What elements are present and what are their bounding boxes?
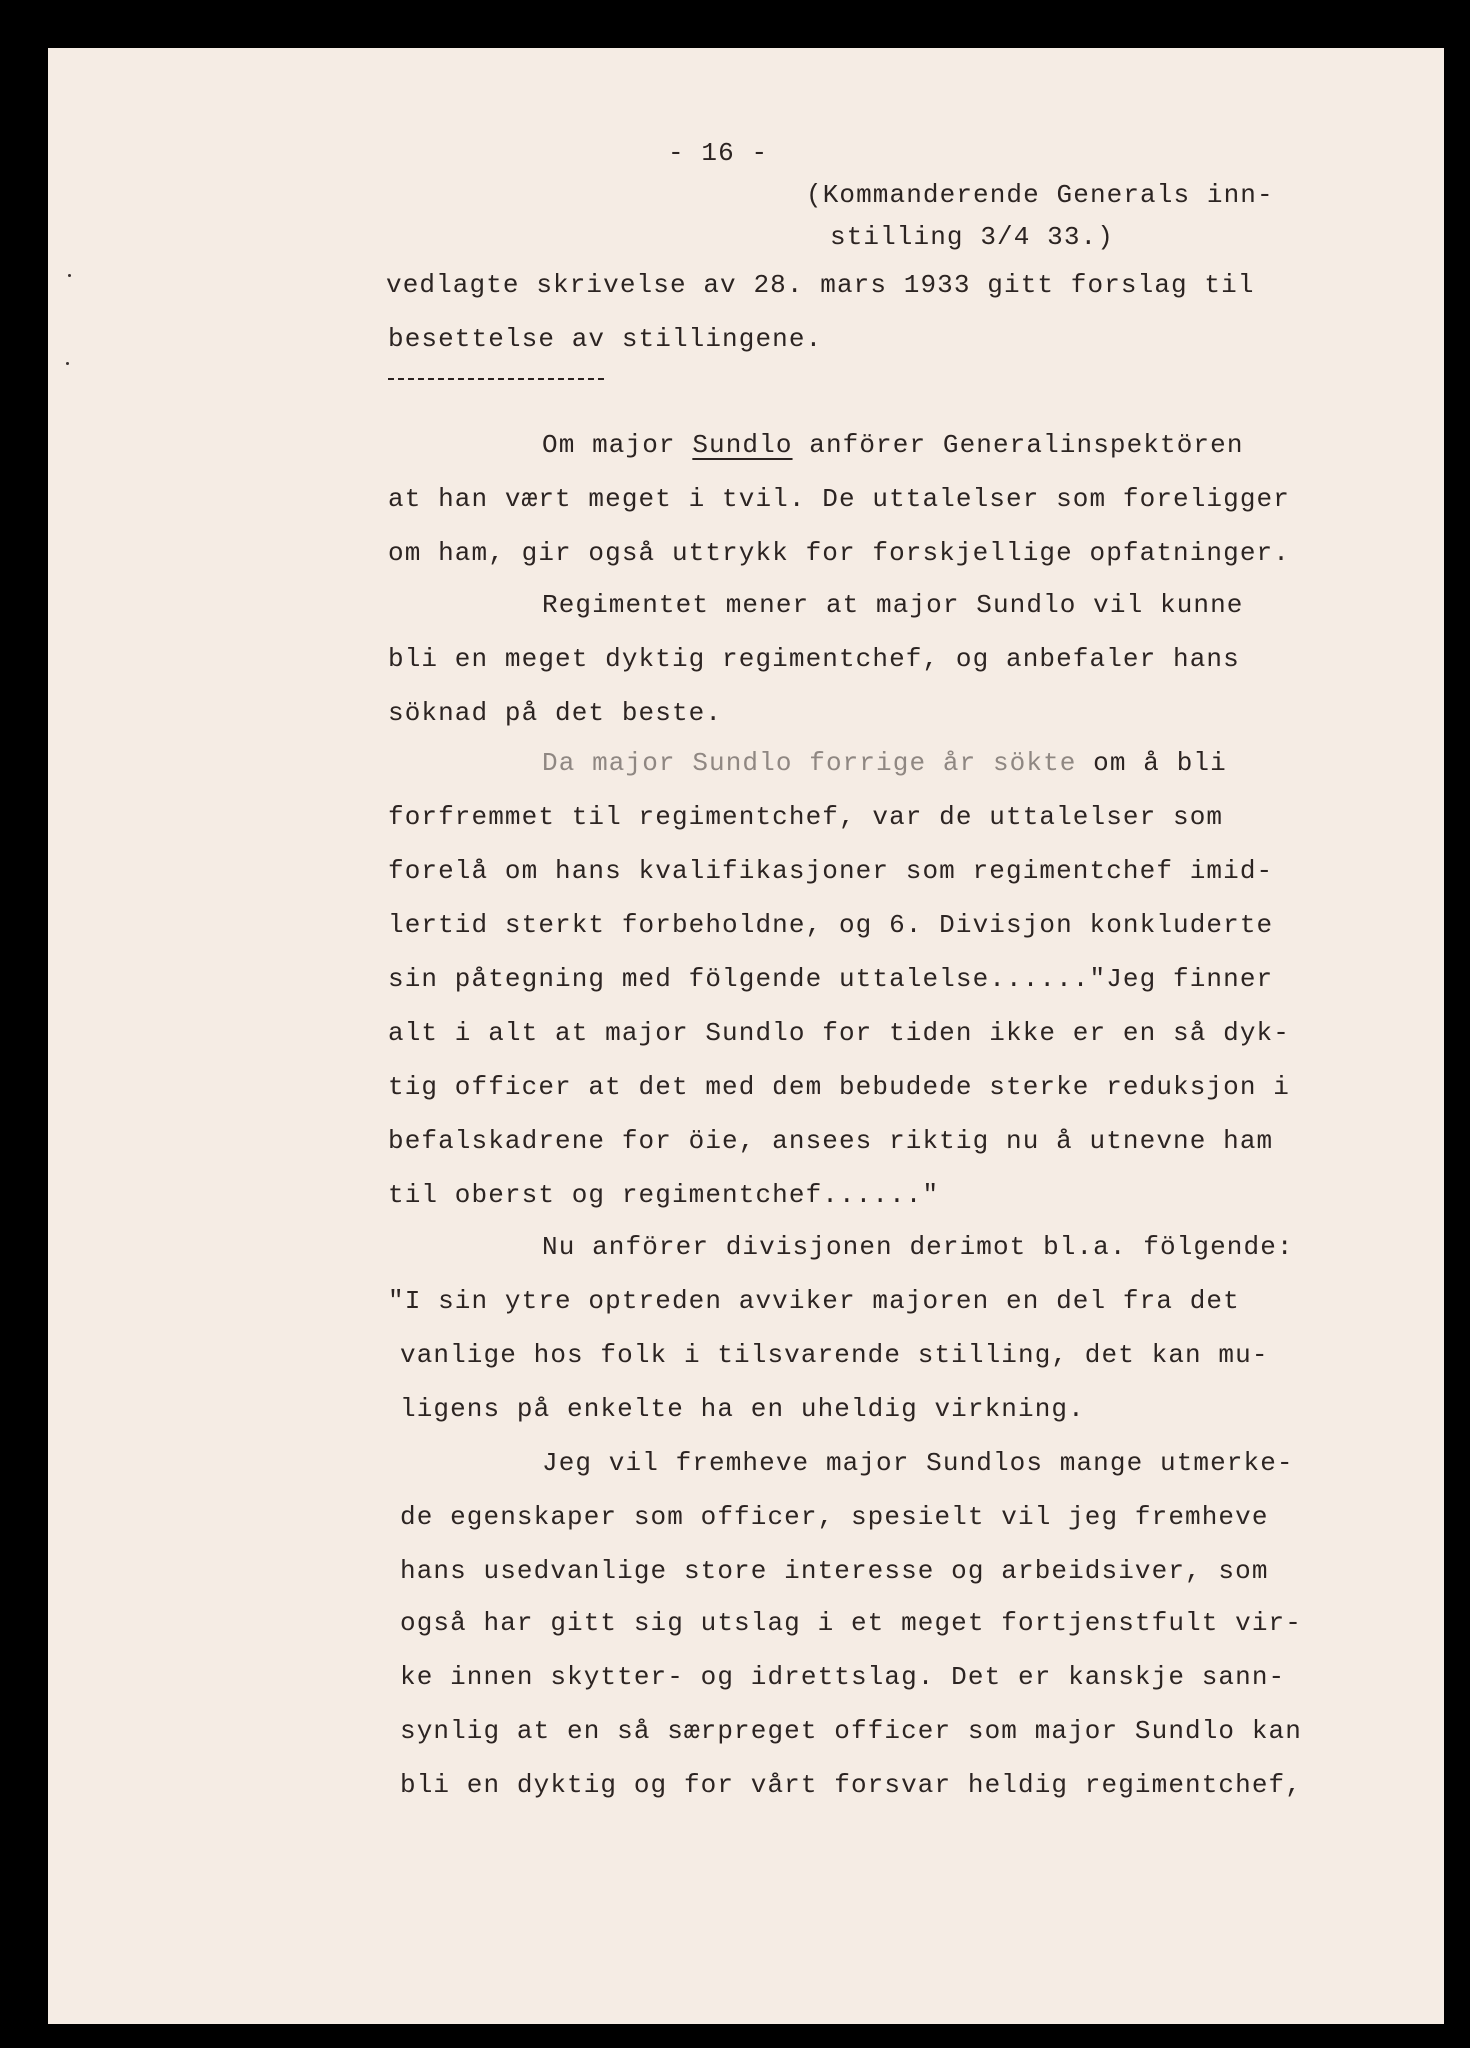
p3-line-3: forelå om hans kvalifikasjoner som regimentchef imid- <box>388 856 1274 886</box>
p2-line-2: bli en meget dyktig regimentchef, og anbefaler hans <box>388 644 1240 674</box>
p3-line-5: sin påtegning med fölgende uttalelse......"Jeg finner <box>388 964 1274 994</box>
p5-line-6: synlig at en så særpreget officer som major Sundlo kan <box>400 1716 1302 1746</box>
p5-line-2: de egenskaper som officer, spesielt vil jeg fremheve <box>400 1502 1269 1532</box>
p5-line-4: også har gitt sig utslag i et meget fortjenstfult vir- <box>400 1608 1302 1638</box>
header-note-line-1: (Kommanderende Generals inn- <box>806 180 1274 210</box>
p5-line-7: bli en dyktig og for vårt forsvar heldig regimentchef, <box>400 1770 1302 1800</box>
p3-line-1-rest: om å bli <box>1076 748 1227 778</box>
p5-line-3: hans usedvanlige store interesse og arbeidsiver, som <box>400 1556 1269 1586</box>
p1-line-2: at han vært meget i tvil. De uttalelser som foreligger <box>388 484 1290 514</box>
p4-line-3: vanlige hos folk i tilsvarende stilling, det kan mu- <box>400 1340 1269 1370</box>
p2-line-1: Regimentet mener at major Sundlo vil kunne <box>542 590 1244 620</box>
intro-line-2: besettelse av stillingene. <box>388 324 823 354</box>
p2-line-3: söknad på det beste. <box>388 698 723 728</box>
p5-line-5: ke innen skytter- og idrettslag. Det er kanskje sann- <box>400 1662 1286 1692</box>
intro-line-1: vedlagte skrivelse av 28. mars 1933 gitt forslag til <box>386 270 1255 300</box>
p1-line-3: om ham, gir også uttrykk for forskjellige opfatninger. <box>388 538 1290 568</box>
section-separator <box>388 378 604 380</box>
p4-line-1: Nu anförer divisjonen derimot bl.a. fölgende: <box>542 1232 1294 1262</box>
document-page <box>48 48 1444 2024</box>
name-sundlo-underlined: Sundlo <box>692 430 793 460</box>
p3-line-1 <box>542 750 1227 776</box>
page-number: - 16 - <box>668 138 769 168</box>
p3-line-4: lertid sterkt forbeholdne, og 6. Divisjon konkluderte <box>388 910 1274 940</box>
header-note-line-2: stilling 3/4 33.) <box>830 222 1114 252</box>
p3-line-1-faded: Da major Sundlo forrige år sökte <box>542 748 1077 778</box>
margin-mark <box>66 362 69 365</box>
p1-line-1-start: Om major <box>542 430 693 460</box>
p1-line-1-end: anförer Generalinspektören <box>792 430 1244 460</box>
p1-line-1 <box>542 432 1244 458</box>
p3-line-7: tig officer at det med dem bebudede sterke reduksjon i <box>388 1072 1290 1102</box>
p4-line-4: ligens på enkelte ha en uheldig virkning. <box>400 1394 1085 1424</box>
p3-line-9: til oberst og regimentchef......" <box>388 1180 940 1210</box>
margin-mark <box>68 274 71 277</box>
p4-line-2: "I sin ytre optreden avviker majoren en del fra det <box>388 1286 1240 1316</box>
p5-line-1: Jeg vil fremheve major Sundlos mange utmerke- <box>542 1448 1294 1478</box>
p3-line-2: forfremmet til regimentchef, var de uttalelser som <box>388 802 1224 832</box>
p3-line-8: befalskadrene for öie, ansees riktig nu å utnevne ham <box>388 1126 1274 1156</box>
p3-line-6: alt i alt at major Sundlo for tiden ikke er en så dyk- <box>388 1018 1290 1048</box>
